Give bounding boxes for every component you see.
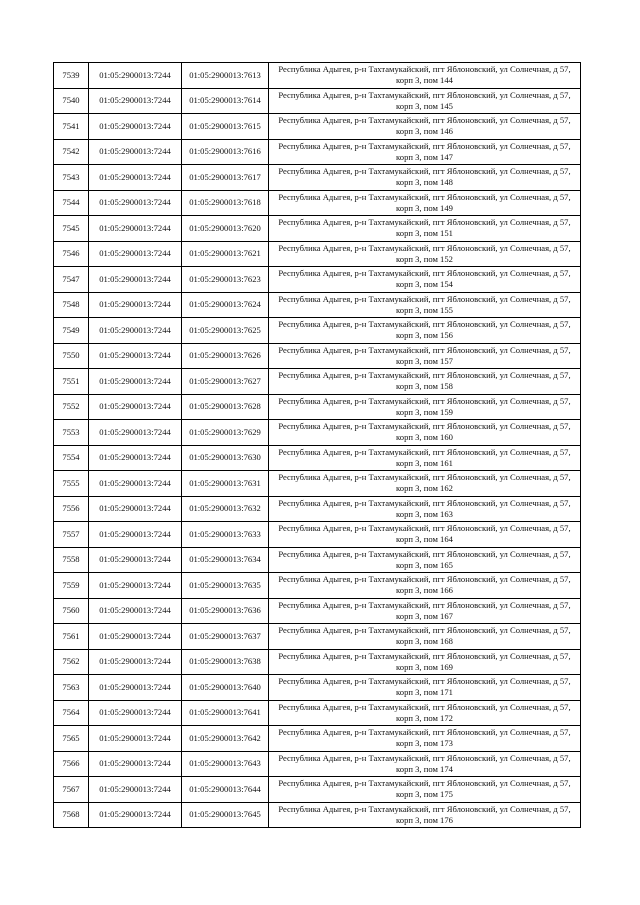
parent-cadastral-number-cell <box>89 573 182 599</box>
address-text: Республика Адыгея, р-н Тахтамукайский, пгт Яблоновский, ул Солнечная, д 57, корп 3, пом 162 <box>278 472 571 494</box>
table-row <box>54 649 581 675</box>
address-text: Республика Адыгея, р-н Тахтамукайский, пгт Яблоновский, ул Солнечная, д 57, корп 3, пом 176 <box>278 803 571 825</box>
cadastral-number-cell <box>182 267 269 293</box>
address-cell <box>269 598 581 624</box>
cadastral-number-text: 01:05:2900013:7642 <box>189 732 261 743</box>
row-number-text: 7561 <box>62 630 80 641</box>
address-text: Республика Адыгея, р-н Тахтамукайский, пгт Яблоновский, ул Солнечная, д 57, корп 3, пом 167 <box>278 599 571 621</box>
address-text: Республика Адыгея, р-н Тахтамукайский, пгт Яблоновский, ул Солнечная, д 57, корп 3, пом 145 <box>278 89 571 111</box>
address-cell <box>269 292 581 318</box>
row-number-cell <box>54 445 89 471</box>
address-cell <box>269 318 581 344</box>
row-number-cell <box>54 675 89 701</box>
address-text: Республика Адыгея, р-н Тахтамукайский, пгт Яблоновский, ул Солнечная, д 57, корп 3, пом 161 <box>278 446 571 468</box>
table-row <box>54 139 581 165</box>
cadastral-number-text: 01:05:2900013:7633 <box>189 528 261 539</box>
address-text: Республика Адыгея, р-н Тахтамукайский, пгт Яблоновский, ул Солнечная, д 57, корп 3, пом 175 <box>278 778 571 800</box>
cadastral-number-cell <box>182 496 269 522</box>
table-row <box>54 802 581 828</box>
parent-cadastral-number-cell <box>89 496 182 522</box>
address-text: Республика Адыгея, р-н Тахтамукайский, пгт Яблоновский, ул Солнечная, д 57, корп 3, пом 159 <box>278 395 571 417</box>
cadastral-number-text: 01:05:2900013:7613 <box>189 69 261 80</box>
cadastral-number-cell <box>182 216 269 242</box>
cadastral-number-cell <box>182 751 269 777</box>
row-number-text: 7559 <box>62 579 80 590</box>
row-number-cell <box>54 190 89 216</box>
address-cell <box>269 165 581 191</box>
parent-cadastral-number-cell <box>89 267 182 293</box>
table-row <box>54 700 581 726</box>
cadastral-number-text: 01:05:2900013:7618 <box>189 197 261 208</box>
row-number-cell <box>54 700 89 726</box>
parent-cadastral-number-cell <box>89 649 182 675</box>
cadastral-number-text: 01:05:2900013:7626 <box>189 350 261 361</box>
cadastral-number-cell <box>182 63 269 89</box>
row-number-cell <box>54 114 89 140</box>
address-text: Республика Адыгея, р-н Тахтамукайский, пгт Яблоновский, ул Солнечная, д 57, корп 3, пом 149 <box>278 191 571 213</box>
row-number-cell <box>54 369 89 395</box>
table-row <box>54 343 581 369</box>
address-cell <box>269 63 581 89</box>
parent-cadastral-number-text: 01:05:2900013:7244 <box>99 146 171 157</box>
table-row <box>54 420 581 446</box>
cadastral-number-cell <box>182 471 269 497</box>
row-number-text: 7566 <box>62 758 80 769</box>
address-cell <box>269 420 581 446</box>
parent-cadastral-number-cell <box>89 88 182 114</box>
parent-cadastral-number-cell <box>89 114 182 140</box>
parent-cadastral-number-cell <box>89 598 182 624</box>
cadastral-number-cell <box>182 445 269 471</box>
parent-cadastral-number-cell <box>89 624 182 650</box>
parent-cadastral-number-text: 01:05:2900013:7244 <box>99 273 171 284</box>
row-number-cell <box>54 165 89 191</box>
address-cell <box>269 241 581 267</box>
address-text: Республика Адыгея, р-н Тахтамукайский, пгт Яблоновский, ул Солнечная, д 57, корп 3, пом 173 <box>278 727 571 749</box>
table-row <box>54 63 581 89</box>
address-text: Республика Адыгея, р-н Тахтамукайский, пгт Яблоновский, ул Солнечная, д 57, корп 3, пом 171 <box>278 676 571 698</box>
cadastral-number-cell <box>182 88 269 114</box>
address-text: Республика Адыгея, р-н Тахтамукайский, пгт Яблоновский, ул Солнечная, д 57, корп 3, пом 172 <box>278 701 571 723</box>
parent-cadastral-number-text: 01:05:2900013:7244 <box>99 69 171 80</box>
row-number-text: 7550 <box>62 350 80 361</box>
cadastral-number-text: 01:05:2900013:7625 <box>189 324 261 335</box>
cadastral-number-cell <box>182 573 269 599</box>
row-number-cell <box>54 292 89 318</box>
cadastral-number-text: 01:05:2900013:7644 <box>189 783 261 794</box>
address-cell <box>269 726 581 752</box>
row-number-text: 7558 <box>62 554 80 565</box>
address-text: Республика Адыгея, р-н Тахтамукайский, пгт Яблоновский, ул Солнечная, д 57, корп 3, пом 152 <box>278 242 571 264</box>
cadastral-number-text: 01:05:2900013:7627 <box>189 375 261 386</box>
address-text: Республика Адыгея, р-н Тахтамукайский, пгт Яблоновский, ул Солнечная, д 57, корп 3, пом 163 <box>278 497 571 519</box>
row-number-text: 7553 <box>62 426 80 437</box>
registry-table-body <box>54 63 581 828</box>
parent-cadastral-number-text: 01:05:2900013:7244 <box>99 350 171 361</box>
row-number-cell <box>54 318 89 344</box>
cadastral-number-cell <box>182 802 269 828</box>
parent-cadastral-number-text: 01:05:2900013:7244 <box>99 324 171 335</box>
address-cell <box>269 343 581 369</box>
address-text: Республика Адыгея, р-н Тахтамукайский, пгт Яблоновский, ул Солнечная, д 57, корп 3, пом 155 <box>278 293 571 315</box>
cadastral-number-text: 01:05:2900013:7643 <box>189 758 261 769</box>
address-text: Республика Адыгея, р-н Тахтамукайский, пгт Яблоновский, ул Солнечная, д 57, корп 3, пом 168 <box>278 625 571 647</box>
row-number-cell <box>54 216 89 242</box>
parent-cadastral-number-text: 01:05:2900013:7244 <box>99 579 171 590</box>
parent-cadastral-number-cell <box>89 394 182 420</box>
parent-cadastral-number-text: 01:05:2900013:7244 <box>99 503 171 514</box>
row-number-text: 7547 <box>62 273 80 284</box>
parent-cadastral-number-text: 01:05:2900013:7244 <box>99 222 171 233</box>
row-number-cell <box>54 88 89 114</box>
cadastral-number-cell <box>182 343 269 369</box>
cadastral-number-text: 01:05:2900013:7637 <box>189 630 261 641</box>
address-cell <box>269 649 581 675</box>
address-cell <box>269 777 581 803</box>
parent-cadastral-number-text: 01:05:2900013:7244 <box>99 656 171 667</box>
parent-cadastral-number-text: 01:05:2900013:7244 <box>99 809 171 820</box>
cadastral-number-cell <box>182 394 269 420</box>
cadastral-number-text: 01:05:2900013:7621 <box>189 248 261 259</box>
row-number-text: 7549 <box>62 324 80 335</box>
address-cell <box>269 190 581 216</box>
address-text: Республика Адыгея, р-н Тахтамукайский, пгт Яблоновский, ул Солнечная, д 57, корп 3, пом 157 <box>278 344 571 366</box>
cadastral-number-cell <box>182 726 269 752</box>
row-number-text: 7568 <box>62 809 80 820</box>
parent-cadastral-number-text: 01:05:2900013:7244 <box>99 95 171 106</box>
parent-cadastral-number-cell <box>89 343 182 369</box>
parent-cadastral-number-cell <box>89 802 182 828</box>
cadastral-number-text: 01:05:2900013:7624 <box>189 299 261 310</box>
cadastral-number-text: 01:05:2900013:7615 <box>189 120 261 131</box>
row-number-text: 7539 <box>62 69 80 80</box>
cadastral-number-cell <box>182 624 269 650</box>
address-cell <box>269 394 581 420</box>
address-cell <box>269 496 581 522</box>
cadastral-number-text: 01:05:2900013:7641 <box>189 707 261 718</box>
cadastral-number-text: 01:05:2900013:7630 <box>189 452 261 463</box>
table-row <box>54 675 581 701</box>
address-text: Республика Адыгея, р-н Тахтамукайский, пгт Яблоновский, ул Солнечная, д 57, корп 3, пом 166 <box>278 574 571 596</box>
table-row <box>54 369 581 395</box>
row-number-text: 7556 <box>62 503 80 514</box>
address-cell <box>269 445 581 471</box>
table-row <box>54 394 581 420</box>
parent-cadastral-number-cell <box>89 165 182 191</box>
cadastral-number-text: 01:05:2900013:7629 <box>189 426 261 437</box>
row-number-text: 7545 <box>62 222 80 233</box>
address-cell <box>269 675 581 701</box>
row-number-text: 7562 <box>62 656 80 667</box>
row-number-text: 7543 <box>62 171 80 182</box>
table-row <box>54 471 581 497</box>
address-cell <box>269 547 581 573</box>
table-row <box>54 624 581 650</box>
table-row <box>54 190 581 216</box>
table-row <box>54 726 581 752</box>
cadastral-number-text: 01:05:2900013:7634 <box>189 554 261 565</box>
row-number-text: 7563 <box>62 681 80 692</box>
cadastral-number-cell <box>182 190 269 216</box>
cadastral-number-cell <box>182 522 269 548</box>
row-number-text: 7564 <box>62 707 80 718</box>
row-number-cell <box>54 420 89 446</box>
cadastral-number-cell <box>182 241 269 267</box>
cadastral-number-cell <box>182 420 269 446</box>
row-number-cell <box>54 624 89 650</box>
table-row <box>54 114 581 140</box>
address-text: Республика Адыгея, р-н Тахтамукайский, пгт Яблоновский, ул Солнечная, д 57, корп 3, пом 154 <box>278 268 571 290</box>
cadastral-registry-table <box>53 62 581 828</box>
row-number-cell <box>54 598 89 624</box>
parent-cadastral-number-text: 01:05:2900013:7244 <box>99 426 171 437</box>
parent-cadastral-number-cell <box>89 241 182 267</box>
row-number-cell <box>54 63 89 89</box>
document-page <box>53 62 576 828</box>
cadastral-number-cell <box>182 649 269 675</box>
parent-cadastral-number-cell <box>89 292 182 318</box>
address-cell <box>269 471 581 497</box>
table-row <box>54 88 581 114</box>
parent-cadastral-number-cell <box>89 522 182 548</box>
row-number-text: 7552 <box>62 401 80 412</box>
parent-cadastral-number-cell <box>89 369 182 395</box>
parent-cadastral-number-cell <box>89 420 182 446</box>
address-text: Республика Адыгея, р-н Тахтамукайский, пгт Яблоновский, ул Солнечная, д 57, корп 3, пом 156 <box>278 319 571 341</box>
parent-cadastral-number-cell <box>89 700 182 726</box>
row-number-cell <box>54 267 89 293</box>
cadastral-number-text: 01:05:2900013:7614 <box>189 95 261 106</box>
address-cell <box>269 573 581 599</box>
row-number-text: 7546 <box>62 248 80 259</box>
cadastral-number-cell <box>182 700 269 726</box>
cadastral-number-cell <box>182 114 269 140</box>
parent-cadastral-number-text: 01:05:2900013:7244 <box>99 452 171 463</box>
table-row <box>54 522 581 548</box>
parent-cadastral-number-text: 01:05:2900013:7244 <box>99 477 171 488</box>
address-text: Республика Адыгея, р-н Тахтамукайский, пгт Яблоновский, ул Солнечная, д 57, корп 3, пом 146 <box>278 115 571 137</box>
parent-cadastral-number-text: 01:05:2900013:7244 <box>99 171 171 182</box>
table-row <box>54 777 581 803</box>
parent-cadastral-number-text: 01:05:2900013:7244 <box>99 375 171 386</box>
address-text: Республика Адыгея, р-н Тахтамукайский, пгт Яблоновский, ул Солнечная, д 57, корп 3, пом 160 <box>278 421 571 443</box>
row-number-text: 7548 <box>62 299 80 310</box>
table-row <box>54 496 581 522</box>
row-number-text: 7557 <box>62 528 80 539</box>
parent-cadastral-number-text: 01:05:2900013:7244 <box>99 783 171 794</box>
parent-cadastral-number-cell <box>89 445 182 471</box>
address-text: Республика Адыгея, р-н Тахтамукайский, пгт Яблоновский, ул Солнечная, д 57, корп 3, пом 164 <box>278 523 571 545</box>
parent-cadastral-number-cell <box>89 63 182 89</box>
address-cell <box>269 139 581 165</box>
cadastral-number-text: 01:05:2900013:7638 <box>189 656 261 667</box>
parent-cadastral-number-cell <box>89 139 182 165</box>
cadastral-number-cell <box>182 165 269 191</box>
row-number-text: 7560 <box>62 605 80 616</box>
parent-cadastral-number-text: 01:05:2900013:7244 <box>99 605 171 616</box>
parent-cadastral-number-text: 01:05:2900013:7244 <box>99 299 171 310</box>
row-number-cell <box>54 343 89 369</box>
row-number-text: 7541 <box>62 120 80 131</box>
table-row <box>54 751 581 777</box>
cadastral-number-text: 01:05:2900013:7616 <box>189 146 261 157</box>
parent-cadastral-number-text: 01:05:2900013:7244 <box>99 197 171 208</box>
parent-cadastral-number-cell <box>89 318 182 344</box>
address-text: Республика Адыгея, р-н Тахтамукайский, пгт Яблоновский, ул Солнечная, д 57, корп 3, пом 148 <box>278 166 571 188</box>
cadastral-number-text: 01:05:2900013:7632 <box>189 503 261 514</box>
row-number-cell <box>54 547 89 573</box>
address-cell <box>269 369 581 395</box>
row-number-text: 7551 <box>62 375 80 386</box>
table-row <box>54 216 581 242</box>
row-number-cell <box>54 751 89 777</box>
parent-cadastral-number-text: 01:05:2900013:7244 <box>99 707 171 718</box>
parent-cadastral-number-text: 01:05:2900013:7244 <box>99 528 171 539</box>
parent-cadastral-number-text: 01:05:2900013:7244 <box>99 732 171 743</box>
cadastral-number-text: 01:05:2900013:7617 <box>189 171 261 182</box>
table-row <box>54 318 581 344</box>
table-row <box>54 445 581 471</box>
cadastral-number-cell <box>182 675 269 701</box>
row-number-cell <box>54 394 89 420</box>
cadastral-number-cell <box>182 777 269 803</box>
row-number-text: 7542 <box>62 146 80 157</box>
parent-cadastral-number-cell <box>89 675 182 701</box>
cadastral-number-text: 01:05:2900013:7628 <box>189 401 261 412</box>
address-cell <box>269 802 581 828</box>
row-number-cell <box>54 241 89 267</box>
parent-cadastral-number-cell <box>89 547 182 573</box>
cadastral-number-cell <box>182 139 269 165</box>
cadastral-number-cell <box>182 369 269 395</box>
parent-cadastral-number-cell <box>89 471 182 497</box>
parent-cadastral-number-cell <box>89 777 182 803</box>
address-cell <box>269 88 581 114</box>
cadastral-number-cell <box>182 598 269 624</box>
cadastral-number-text: 01:05:2900013:7640 <box>189 681 261 692</box>
row-number-text: 7540 <box>62 95 80 106</box>
row-number-cell <box>54 139 89 165</box>
address-text: Республика Адыгея, р-н Тахтамукайский, пгт Яблоновский, ул Солнечная, д 57, корп 3, пом 147 <box>278 140 571 162</box>
cadastral-number-text: 01:05:2900013:7636 <box>189 605 261 616</box>
parent-cadastral-number-text: 01:05:2900013:7244 <box>99 401 171 412</box>
cadastral-number-text: 01:05:2900013:7635 <box>189 579 261 590</box>
address-cell <box>269 114 581 140</box>
address-text: Республика Адыгея, р-н Тахтамукайский, пгт Яблоновский, ул Солнечная, д 57, корп 3, пом 151 <box>278 217 571 239</box>
cadastral-number-cell <box>182 292 269 318</box>
cadastral-number-cell <box>182 547 269 573</box>
row-number-text: 7565 <box>62 732 80 743</box>
row-number-cell <box>54 496 89 522</box>
row-number-cell <box>54 573 89 599</box>
table-row <box>54 267 581 293</box>
row-number-cell <box>54 777 89 803</box>
cadastral-number-text: 01:05:2900013:7620 <box>189 222 261 233</box>
address-text: Республика Адыгея, р-н Тахтамукайский, пгт Яблоновский, ул Солнечная, д 57, корп 3, пом 169 <box>278 650 571 672</box>
cadastral-number-text: 01:05:2900013:7631 <box>189 477 261 488</box>
parent-cadastral-number-text: 01:05:2900013:7244 <box>99 681 171 692</box>
address-cell <box>269 700 581 726</box>
table-row <box>54 292 581 318</box>
table-row <box>54 547 581 573</box>
table-row <box>54 241 581 267</box>
parent-cadastral-number-cell <box>89 726 182 752</box>
row-number-cell <box>54 522 89 548</box>
row-number-cell <box>54 802 89 828</box>
table-row <box>54 573 581 599</box>
address-text: Республика Адыгея, р-н Тахтамукайский, пгт Яблоновский, ул Солнечная, д 57, корп 3, пом 158 <box>278 370 571 392</box>
table-row <box>54 165 581 191</box>
parent-cadastral-number-text: 01:05:2900013:7244 <box>99 120 171 131</box>
address-text: Республика Адыгея, р-н Тахтамукайский, пгт Яблоновский, ул Солнечная, д 57, корп 3, пом 144 <box>278 64 571 86</box>
parent-cadastral-number-cell <box>89 190 182 216</box>
address-cell <box>269 267 581 293</box>
row-number-text: 7554 <box>62 452 80 463</box>
row-number-text: 7567 <box>62 783 80 794</box>
cadastral-number-text: 01:05:2900013:7645 <box>189 809 261 820</box>
row-number-cell <box>54 726 89 752</box>
cadastral-number-cell <box>182 318 269 344</box>
parent-cadastral-number-text: 01:05:2900013:7244 <box>99 248 171 259</box>
address-cell <box>269 216 581 242</box>
address-text: Республика Адыгея, р-н Тахтамукайский, пгт Яблоновский, ул Солнечная, д 57, корп 3, пом 165 <box>278 548 571 570</box>
address-cell <box>269 624 581 650</box>
cadastral-number-text: 01:05:2900013:7623 <box>189 273 261 284</box>
row-number-cell <box>54 649 89 675</box>
address-cell <box>269 522 581 548</box>
row-number-text: 7555 <box>62 477 80 488</box>
parent-cadastral-number-cell <box>89 216 182 242</box>
parent-cadastral-number-cell <box>89 751 182 777</box>
parent-cadastral-number-text: 01:05:2900013:7244 <box>99 758 171 769</box>
parent-cadastral-number-text: 01:05:2900013:7244 <box>99 554 171 565</box>
address-cell <box>269 751 581 777</box>
address-text: Республика Адыгея, р-н Тахтамукайский, пгт Яблоновский, ул Солнечная, д 57, корп 3, пом 174 <box>278 752 571 774</box>
table-row <box>54 598 581 624</box>
row-number-cell <box>54 471 89 497</box>
parent-cadastral-number-text: 01:05:2900013:7244 <box>99 630 171 641</box>
row-number-text: 7544 <box>62 197 80 208</box>
